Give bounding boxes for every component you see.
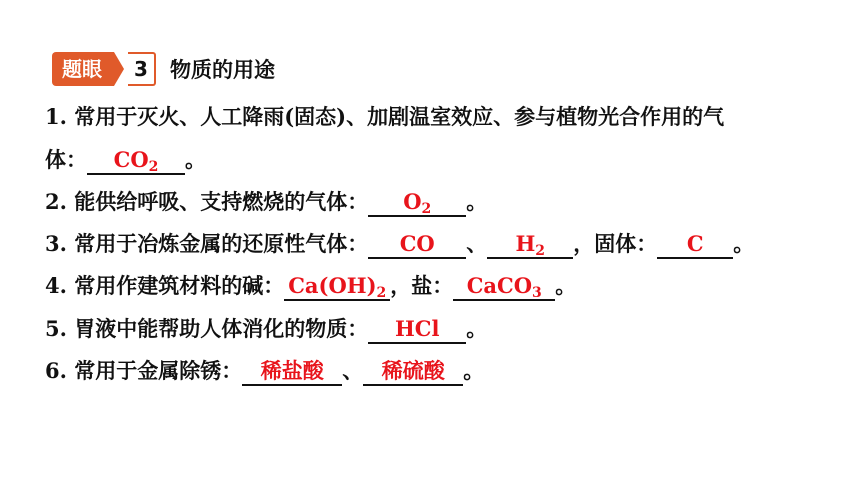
question-3-end: 。 bbox=[733, 231, 755, 256]
question-6-end: 。 bbox=[463, 358, 485, 383]
question-2-end: 。 bbox=[466, 189, 488, 214]
question-3-separator: 、 bbox=[466, 231, 488, 256]
question-4-line bbox=[45, 271, 576, 301]
answer-2-subscript: 2 bbox=[421, 201, 432, 217]
answer-blank-5 bbox=[368, 316, 466, 344]
answer-3c-text: C bbox=[686, 231, 704, 256]
answer-1-text: CO bbox=[113, 147, 149, 172]
section-title: 物质的用途 bbox=[170, 58, 275, 82]
answer-2-text: O bbox=[403, 189, 422, 214]
answer-blank-3a bbox=[368, 231, 466, 259]
section-header bbox=[52, 52, 275, 86]
question-5-end: 。 bbox=[466, 316, 488, 341]
answer-4a-subscript: 2 bbox=[376, 285, 387, 301]
question-1-text-cont: 体： bbox=[45, 147, 87, 172]
question-1-end: 。 bbox=[185, 147, 206, 172]
answer-3a-text: CO bbox=[399, 231, 435, 256]
answer-blank-4b bbox=[453, 273, 555, 301]
question-6-line bbox=[45, 356, 484, 386]
question-1-text: 1. 常用于灭火、人工降雨(固态)、加剧温室效应、参与植物光合作用的气 bbox=[45, 104, 725, 129]
question-4-end: 。 bbox=[555, 273, 577, 298]
answer-blank-6b bbox=[363, 358, 463, 386]
section-number: 3 bbox=[128, 52, 156, 86]
answer-blank-1 bbox=[87, 147, 185, 175]
answer-blank-2 bbox=[368, 189, 466, 217]
answer-4b-text: CaCO bbox=[466, 273, 533, 298]
question-3-mid: ，固体： bbox=[573, 231, 658, 256]
question-6-text: 6. 常用于金属除锈： bbox=[45, 358, 243, 383]
answer-3b-subscript: 2 bbox=[535, 243, 546, 259]
answer-4b-subscript: 3 bbox=[532, 285, 542, 301]
question-3-text: 3. 常用于冶炼金属的还原性气体： bbox=[45, 231, 369, 256]
answer-5-text: HCl bbox=[394, 316, 440, 341]
question-6-separator: 、 bbox=[342, 358, 364, 383]
question-1-line-1 bbox=[45, 102, 724, 132]
question-2-line bbox=[45, 187, 487, 217]
answer-6a-text: 稀盐酸 bbox=[260, 358, 324, 383]
question-3-line bbox=[45, 229, 754, 259]
question-5-line bbox=[45, 314, 487, 344]
answer-blank-4a bbox=[284, 273, 390, 301]
answer-4a-text: Ca(OH) bbox=[288, 273, 377, 298]
question-1-line-2 bbox=[45, 145, 206, 175]
answer-blank-6a bbox=[242, 358, 342, 386]
answer-3b-text: H bbox=[515, 231, 536, 256]
question-4-text: 4. 常用作建筑材料的碱： bbox=[45, 273, 285, 298]
section-tag: 题眼 bbox=[52, 52, 114, 86]
answer-blank-3b bbox=[487, 231, 573, 259]
question-4-mid: ，盐： bbox=[390, 273, 454, 298]
tag-arrow-shape bbox=[114, 52, 124, 86]
answer-blank-3c bbox=[657, 231, 733, 259]
answer-6b-text: 稀硫酸 bbox=[381, 358, 445, 383]
answer-1-subscript: 2 bbox=[148, 159, 159, 175]
question-2-text: 2. 能供给呼吸、支持燃烧的气体： bbox=[45, 189, 369, 214]
question-5-text: 5. 胃液中能帮助人体消化的物质： bbox=[45, 316, 369, 341]
